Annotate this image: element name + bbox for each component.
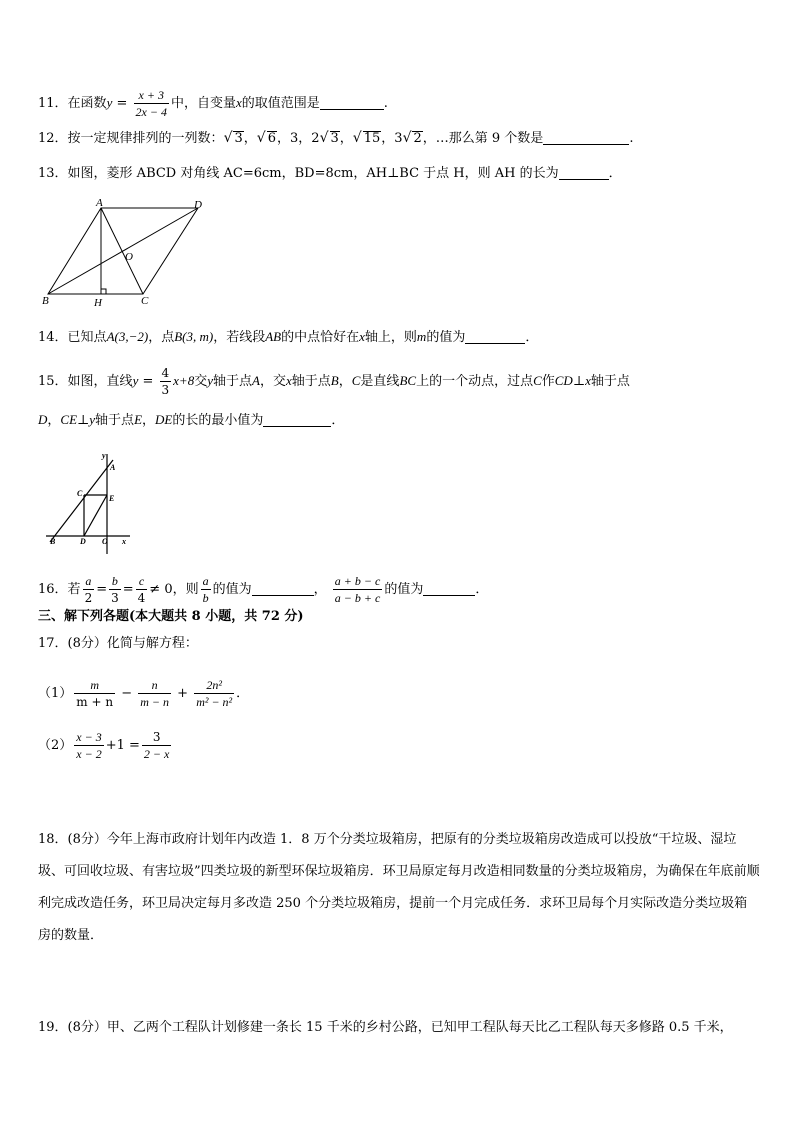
question-18 bbox=[38, 824, 760, 952]
text: 若 bbox=[67, 582, 81, 597]
fraction bbox=[333, 574, 383, 605]
math-var: y bbox=[207, 373, 213, 388]
text: ． bbox=[236, 686, 250, 701]
fraction bbox=[160, 366, 172, 397]
radicand: 2 bbox=[413, 131, 422, 146]
math-var: CE bbox=[60, 412, 78, 427]
numerator: x − 3 bbox=[76, 730, 102, 744]
diagonal-bd bbox=[48, 208, 198, 294]
math-var: x bbox=[235, 95, 242, 110]
answer-blank[interactable] bbox=[543, 130, 629, 145]
question-number: 12． bbox=[38, 131, 68, 146]
denominator: a − b + c bbox=[334, 591, 381, 605]
question-15-cont bbox=[38, 410, 344, 431]
label-c: C bbox=[77, 489, 83, 498]
perp-symbol: ⊥ bbox=[572, 374, 586, 389]
fraction bbox=[74, 678, 115, 709]
math-var: x bbox=[585, 373, 591, 388]
question-11: 11．在函数y = $\frac{x + 3}{2x - 4}$ 中，自变量x的取值范围是 . bbox=[38, 88, 388, 119]
text: (8分）甲、乙两个工程队计划修建一条长 15 千米的乡村公路，已知甲工程队每天比乙工程队每天多修路 0.5 千米， bbox=[67, 1020, 733, 1035]
denominator: m + n bbox=[76, 695, 114, 709]
text: (8分）化简与解方程： bbox=[67, 636, 198, 651]
label-e: E bbox=[109, 494, 115, 503]
fraction bbox=[83, 574, 95, 605]
radical-sign: √ bbox=[256, 130, 266, 146]
denominator: 2x − 4 bbox=[135, 105, 167, 119]
point-b: B(3, m) bbox=[174, 329, 214, 344]
text: 轴于点 bbox=[291, 374, 331, 389]
answer-blank[interactable] bbox=[423, 581, 475, 596]
text: 轴于点 bbox=[213, 374, 253, 389]
perp-symbol: ⊥ bbox=[77, 413, 90, 428]
radicand: 3 bbox=[330, 131, 339, 146]
math-var: x bbox=[359, 329, 365, 344]
text: 的值为 bbox=[212, 582, 252, 597]
fraction bbox=[201, 574, 211, 605]
denominator: x − 2 bbox=[76, 747, 102, 761]
answer-blank[interactable] bbox=[465, 329, 525, 344]
label-d: D bbox=[80, 537, 86, 546]
text: ． bbox=[475, 582, 489, 597]
text: 的值为 bbox=[426, 330, 466, 345]
text: 如图，直线 bbox=[67, 374, 133, 389]
fraction bbox=[138, 678, 171, 709]
radicand: 6 bbox=[267, 131, 276, 146]
question-17 bbox=[38, 634, 198, 654]
part-label: （2） bbox=[38, 738, 73, 753]
text: 交 bbox=[194, 374, 208, 389]
question-number: 17． bbox=[38, 636, 68, 651]
answer-blank[interactable] bbox=[559, 165, 609, 180]
question-12: 12．按一定规律排列的一列数：√ 3，√ 6，3，2√ 3，√ 15，3√ 2，…那么第 9 个数是 . bbox=[38, 130, 634, 146]
text: 按一定规律排列的一列数： bbox=[67, 131, 224, 146]
numerator: a + b − c bbox=[334, 574, 381, 588]
denominator: 3 bbox=[111, 591, 119, 605]
question-number: 14． bbox=[38, 330, 68, 345]
radical-sign: √ bbox=[223, 130, 233, 146]
text: ，点 bbox=[148, 330, 175, 345]
right-angle-mark bbox=[101, 289, 106, 294]
numerator: b bbox=[109, 574, 121, 590]
numerator: c bbox=[136, 574, 148, 590]
text: 轴于点 bbox=[95, 413, 135, 428]
math-var: C bbox=[351, 373, 361, 388]
denominator: m² − n² bbox=[196, 695, 233, 709]
text: ≠ 0 bbox=[149, 582, 173, 597]
question-17-part-1: （1） $\frac{m}{m + n}$ − $\frac{n}{m - n}$ + $\frac{\text{2n²}}{\text{m² − n²}}$ ． bbox=[38, 678, 250, 709]
label-a: A bbox=[96, 197, 103, 209]
coefficient: 2 bbox=[311, 131, 320, 146]
question-number: 19． bbox=[38, 1020, 68, 1035]
text: ． bbox=[525, 330, 539, 345]
fraction bbox=[194, 678, 234, 709]
denominator: 2 − x bbox=[143, 747, 170, 761]
question-16 bbox=[38, 574, 488, 605]
text: 作 bbox=[541, 374, 555, 389]
text: 中，自变量 bbox=[170, 96, 236, 111]
text: 的取值范围是 bbox=[241, 96, 320, 111]
text: ，若线段 bbox=[213, 330, 266, 345]
label-o: O bbox=[125, 251, 133, 263]
text: ， bbox=[142, 413, 156, 428]
text: . bbox=[629, 131, 634, 146]
text: 是直线 bbox=[360, 374, 400, 389]
text: ，…那么第 9 个数是 bbox=[422, 131, 544, 146]
section-heading: 三、解下列各题(本大题共 8 小题，共 72 分) bbox=[38, 609, 304, 624]
text: ， bbox=[338, 374, 352, 389]
text: . bbox=[383, 96, 388, 111]
numerator: a bbox=[202, 574, 209, 588]
numerator: m bbox=[74, 678, 115, 694]
denominator: 2 bbox=[84, 591, 93, 605]
math-var: D bbox=[38, 412, 48, 427]
label-x: x bbox=[122, 537, 126, 546]
text: 在函数 bbox=[67, 96, 107, 111]
radical-sign: √ bbox=[352, 130, 362, 146]
text: 的长的最小值为 bbox=[172, 413, 264, 428]
coefficient: 3 bbox=[394, 131, 403, 146]
part-label: （1） bbox=[38, 686, 73, 701]
text: 的中点恰好在 bbox=[281, 330, 360, 345]
text: 轴上，则 bbox=[364, 330, 417, 345]
math-var: E bbox=[134, 412, 143, 427]
question-number: 15． bbox=[38, 374, 68, 389]
fraction bbox=[74, 730, 103, 761]
radicand: 3 bbox=[234, 131, 243, 146]
text: 上的一个动点，过点 bbox=[416, 374, 534, 389]
denominator: m − n bbox=[140, 695, 170, 709]
line-coordinate-figure bbox=[44, 450, 144, 558]
text: = bbox=[96, 582, 108, 597]
denominator: 3 bbox=[161, 383, 170, 397]
text: ． bbox=[331, 413, 345, 428]
numerator: 2n² bbox=[194, 678, 234, 694]
question-17-part-2 bbox=[38, 730, 173, 761]
numerator: 4 bbox=[161, 366, 170, 380]
answer-blank[interactable] bbox=[252, 581, 314, 596]
label-d: D bbox=[194, 199, 202, 211]
text: 已知点 bbox=[67, 330, 107, 345]
question-15: 15．如图，直线y = $\frac{4}{3}$ x+8交y轴于点A，交x轴于点B，C是直线BC上的一个动点，过点C作CD⊥x轴于点 bbox=[38, 366, 630, 397]
text: = bbox=[122, 582, 134, 597]
label-b: B bbox=[42, 295, 49, 307]
label-o: O bbox=[102, 537, 108, 546]
text: ，交 bbox=[259, 374, 286, 389]
numerator: 3 bbox=[142, 730, 171, 746]
numerator: a bbox=[83, 574, 95, 590]
text: 轴于点 bbox=[590, 374, 630, 389]
math-var: BC bbox=[399, 373, 417, 388]
answer-blank[interactable] bbox=[320, 95, 384, 110]
math-var: x bbox=[285, 373, 292, 388]
fraction bbox=[136, 574, 148, 605]
math-var: C bbox=[533, 373, 542, 388]
rhombus-figure bbox=[38, 196, 218, 312]
answer-blank[interactable] bbox=[263, 412, 331, 427]
denominator: 4 bbox=[137, 591, 146, 605]
text: 如图，菱形 ABCD 对角线 AC=6cm，BD=8cm，AH⊥BC 于点 H，则 AH 的长为 bbox=[67, 166, 559, 181]
math-var: DE bbox=[155, 412, 173, 427]
question-13 bbox=[38, 164, 622, 184]
fraction bbox=[109, 574, 121, 605]
point-a: A(3,−2) bbox=[106, 329, 149, 344]
question-number: 11． bbox=[38, 96, 68, 111]
question-14 bbox=[38, 327, 538, 348]
math-var: y bbox=[89, 412, 96, 427]
question-number: 18． bbox=[38, 832, 68, 847]
text: ， bbox=[47, 413, 61, 428]
math-var: m bbox=[416, 329, 427, 344]
label-h: H bbox=[94, 297, 102, 309]
fraction bbox=[134, 88, 169, 119]
text: (8分）今年上海市政府计划年内改造 1．8 万个分类垃圾箱房，把原有的分类垃圾箱房改造成可以投放“干垃圾、湿垃圾、可回收垃圾、有害垃圾”四类垃圾的新型环保垃圾箱房．环卫局原定每月改造相同数量的分类垃圾箱房，为确保在年底前顺利完成改造任务，环卫局决定每月多改造 250 个分类垃圾箱房，提前一个月完成任务．求环卫局每个月实际改造分类垃圾箱房的数量． bbox=[38, 832, 760, 943]
term: 3 bbox=[290, 131, 299, 146]
math-var: CD bbox=[554, 373, 573, 388]
question-number: 16． bbox=[38, 582, 68, 597]
text: ． bbox=[608, 166, 622, 181]
radical-sign: √ bbox=[402, 130, 412, 146]
math-var: y bbox=[106, 95, 113, 110]
question-19 bbox=[38, 1012, 760, 1044]
text: +1 = bbox=[105, 738, 140, 753]
numerator: x + 3 bbox=[134, 88, 169, 104]
math-var: B bbox=[330, 373, 339, 388]
math-var: AB bbox=[265, 329, 282, 344]
numerator: n bbox=[138, 678, 171, 694]
radicand: 15 bbox=[363, 131, 381, 146]
label-a: A bbox=[110, 463, 116, 472]
math-var: A bbox=[252, 373, 260, 388]
math-expr: x+8 bbox=[173, 373, 195, 388]
label-c: C bbox=[141, 295, 149, 307]
fraction bbox=[142, 730, 171, 761]
math-var: y bbox=[132, 373, 139, 388]
text: ， bbox=[313, 582, 327, 597]
text: ，则 bbox=[172, 582, 199, 597]
radical-sign: √ bbox=[319, 130, 329, 146]
question-number: 13． bbox=[38, 166, 68, 181]
label-b: B bbox=[50, 537, 56, 546]
text: 的值为 bbox=[384, 582, 424, 597]
label-y: y bbox=[102, 451, 106, 460]
denominator: b bbox=[202, 591, 209, 605]
segment-de bbox=[84, 495, 107, 536]
